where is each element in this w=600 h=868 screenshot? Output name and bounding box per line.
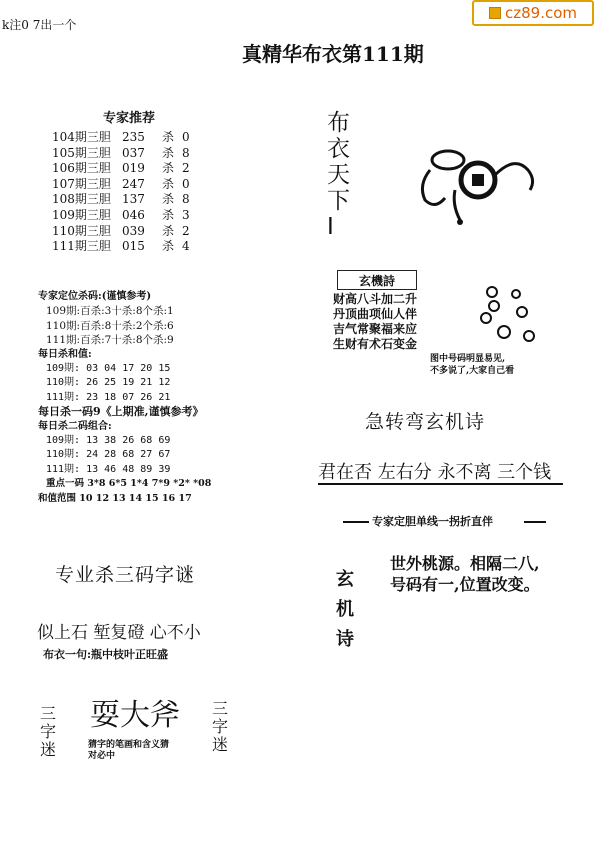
focus-one: 重点一码 3*8 6*5 1*4 7*9 *2* *08 — [46, 478, 212, 490]
list-item: 110期:百杀:8十杀:2个杀:6 — [46, 319, 174, 332]
list-item: 110期: 26 25 19 21 12 — [46, 377, 171, 389]
mystery-poem-lines: 财高八斗加二升 丹顶曲项仙人伴 吉气常聚福来应 生财有术石变金 — [333, 292, 418, 351]
list-item: 109期: 03 04 17 20 15 — [46, 363, 171, 375]
logo-square-icon — [489, 7, 501, 19]
list-item: 111期:百杀:7十杀:8个杀:9 — [46, 334, 174, 347]
list-item: 106期三胆 019 杀 2 — [52, 161, 190, 176]
list-item: 105期三胆 037 杀 8 — [52, 145, 190, 160]
mystery-poem2-lines: 世外桃源。相隔二八, 号码有一,位置改变。 — [390, 554, 540, 594]
urgent-poem-heading: 急转弯玄机诗 — [365, 411, 486, 433]
list-item: 109期: 13 38 26 68 69 — [46, 435, 171, 447]
list-item: 109期三胆 046 杀 3 — [52, 207, 190, 222]
list-item: 111期: 23 18 07 26 21 — [46, 391, 171, 403]
kill-three-heading: 专业杀三码字谜 — [55, 564, 196, 586]
riddle-left-vertical: 三 字 迷 — [40, 704, 57, 759]
phrase-line: 君在否 左右分 永不离 三个钱 — [318, 462, 552, 483]
riddle-caption: 猜字的笔画和含义猜 对必中 — [88, 740, 170, 761]
mystery-caption: 图中号码明显易见, 不多说了,大家自己看 — [430, 354, 515, 376]
riddle-big-text: 耍大斧 — [90, 698, 180, 733]
watermark-text: cz89.com — [504, 4, 577, 22]
buyi-line: 布衣一句:瓶中枝叶正旺盛 — [43, 648, 169, 661]
section-heading: 每日杀二码组合: — [38, 420, 112, 432]
divider-right — [524, 521, 546, 523]
mystery-poem-title: 玄機詩 — [337, 270, 417, 290]
expert-single-line: 专家定胆单线一拐折直伴 — [372, 515, 493, 528]
buyi-vertical-title: 布 衣 天 下 I — [327, 110, 350, 240]
coin-sketch-icon — [410, 140, 550, 230]
kill-three-phrases: 似上石 堑复磴 心不小 — [37, 623, 201, 643]
phrase-underline — [318, 483, 563, 485]
site-watermark — [472, 0, 594, 26]
list-item: 110期三胆 039 杀 2 — [52, 223, 190, 238]
daily-kill-one: 每日杀一码9《上期准,谨慎参考》 — [38, 405, 204, 419]
list-item: 111期三胆 015 杀 4 — [52, 239, 190, 254]
section-heading: 每日杀和值: — [38, 348, 92, 360]
sum-range: 和值范围 10 12 13 14 15 16 17 — [38, 492, 192, 504]
mystery-poem2-vertical: 玄 机 诗 — [336, 569, 354, 650]
divider-left — [343, 521, 369, 523]
page-title: 真精华布衣第111期 — [242, 42, 424, 66]
header-note: k注0 7出一个 — [2, 18, 77, 32]
expert-recommend-list — [52, 130, 190, 255]
list-item: 109期:百杀:3十杀:8个杀:1 — [46, 305, 174, 318]
expert-recommend-heading: 专家推荐 — [103, 111, 156, 126]
coins-image-icon — [474, 282, 544, 352]
section-heading: 专家定位杀码:(谨慎参考) — [38, 291, 152, 302]
list-item: 110期: 24 28 68 27 67 — [46, 449, 171, 461]
list-item: 108期三胆 137 杀 8 — [52, 192, 190, 207]
riddle-right-vertical: 三 字 迷 — [212, 699, 229, 754]
list-item: 104期三胆 235 杀 0 — [52, 130, 190, 144]
list-item: 111期: 13 46 48 89 39 — [46, 463, 171, 475]
list-item: 107期三胆 247 杀 0 — [52, 176, 190, 191]
position-kill-section — [38, 290, 211, 506]
